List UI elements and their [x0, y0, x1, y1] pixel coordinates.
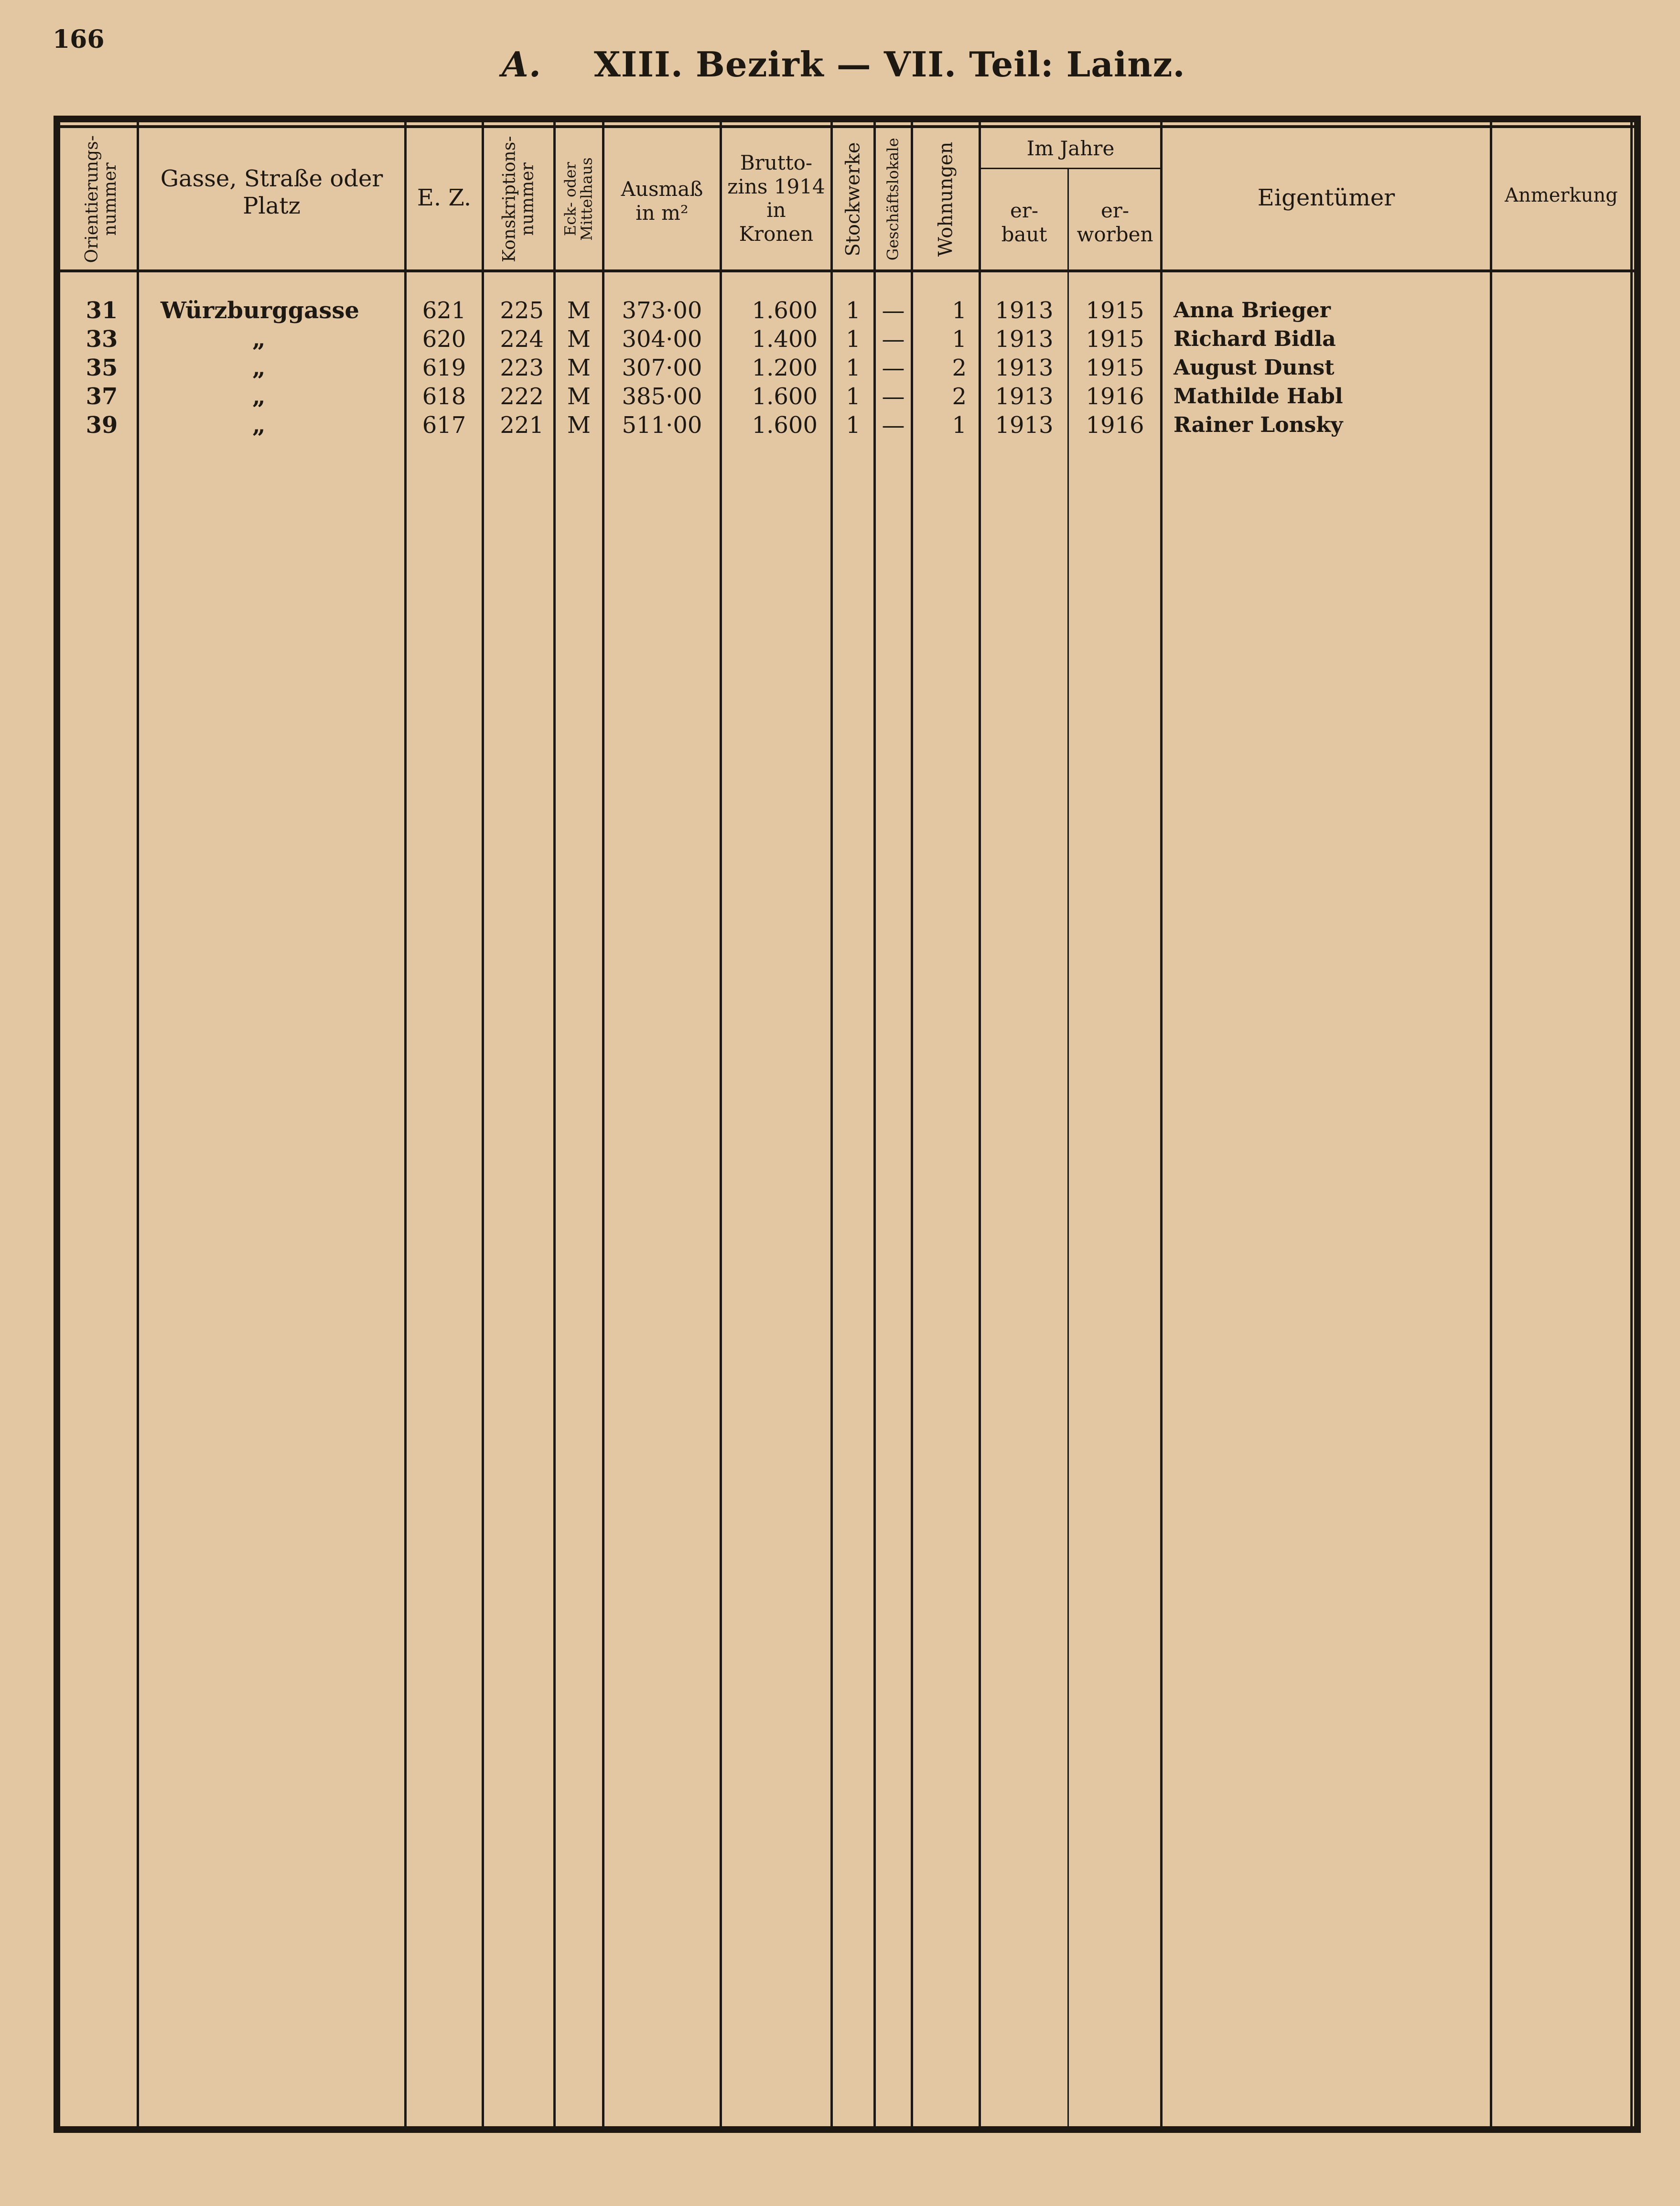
header-top-rule	[60, 125, 1634, 128]
header-gasse: Gasse, Straße oder Platz	[160, 165, 383, 219]
cell-ez: 618	[422, 383, 466, 410]
header-erbaut: er- baut	[1001, 199, 1047, 246]
cell-eigentuemer: Rainer Lonsky	[1174, 413, 1343, 437]
cell-zins: 1.400	[752, 326, 818, 353]
cell-gesch: —	[882, 383, 905, 410]
header-geschaeftslokale: Geschäftslokale	[883, 138, 902, 261]
cell-stock: 1	[846, 297, 861, 324]
cell-gasse: „	[252, 383, 266, 410]
cell-nr: 35	[86, 355, 118, 381]
cell-gasse: „	[252, 355, 266, 381]
cell-erworben: 1916	[1086, 383, 1144, 410]
cell-eck: M	[567, 326, 591, 353]
cell-eigentuemer: Mathilde Habl	[1174, 384, 1343, 409]
cell-gesch: —	[882, 326, 905, 353]
page-title	[502, 44, 1185, 85]
cell-wohn: 1	[952, 297, 967, 324]
cell-eck: M	[567, 383, 591, 410]
cell-erworben: 1916	[1086, 412, 1144, 439]
cell-konskr: 225	[500, 297, 544, 324]
cell-ausmass: 304·00	[622, 326, 702, 353]
cell-eck: M	[567, 297, 591, 324]
header-ez: E. Z.	[417, 184, 472, 211]
header-wohnungen: Wohnungen	[935, 141, 957, 257]
cell-ez: 617	[422, 412, 466, 439]
page-number: 166	[53, 25, 105, 54]
im-jahre-rule	[979, 168, 1160, 169]
property-table	[54, 116, 1641, 2133]
cell-stock: 1	[846, 355, 861, 381]
cell-nr: 39	[86, 412, 118, 439]
cell-konskr: 222	[500, 383, 544, 410]
cell-erworben: 1915	[1086, 355, 1144, 381]
cell-gasse: Würzburggasse	[161, 297, 359, 324]
cell-eigentuemer: Anna Brieger	[1174, 298, 1331, 323]
cell-nr: 31	[86, 297, 118, 324]
cell-ausmass: 307·00	[622, 355, 702, 381]
cell-zins: 1.200	[752, 355, 818, 381]
header-erworben: er- worben	[1077, 199, 1153, 246]
cell-nr: 37	[86, 383, 118, 410]
table-row	[60, 382, 1634, 411]
cell-erbaut: 1913	[995, 412, 1054, 439]
header-im-jahre: Im Jahre	[1026, 137, 1115, 160]
cell-ez: 621	[422, 297, 466, 324]
cell-zins: 1.600	[752, 383, 818, 410]
cell-eck: M	[567, 412, 591, 439]
header-stockwerke: Stockwerke	[842, 142, 864, 257]
cell-wohn: 2	[952, 355, 967, 381]
cell-ausmass: 373·00	[622, 297, 702, 324]
cell-wohn: 1	[952, 412, 967, 439]
title-section-letter: A.	[502, 44, 541, 85]
header-rule	[60, 269, 1634, 272]
header-eigentuemer: Eigentümer	[1257, 184, 1395, 211]
cell-konskr: 223	[500, 355, 544, 381]
cell-eigentuemer: Richard Bidla	[1174, 327, 1336, 351]
cell-gasse: „	[252, 412, 266, 439]
cell-erbaut: 1913	[995, 297, 1054, 324]
table-row	[60, 296, 1634, 325]
table-row	[60, 325, 1634, 354]
cell-konskr: 221	[500, 412, 544, 439]
cell-gesch: —	[882, 355, 905, 381]
cell-gesch: —	[882, 412, 905, 439]
cell-ez: 619	[422, 355, 466, 381]
header-eck-mittelhaus: Eck- oder Mittelhaus	[561, 157, 596, 241]
header-anmerkung: Anmerkung	[1505, 184, 1618, 206]
cell-gasse: „	[252, 326, 266, 353]
cell-erbaut: 1913	[995, 383, 1054, 410]
cell-ausmass: 385·00	[622, 383, 702, 410]
header-ausmass: Ausmaß in m²	[621, 177, 703, 225]
cell-wohn: 1	[952, 326, 967, 353]
cell-erbaut: 1913	[995, 355, 1054, 381]
header-orientierungsnummer: Orientierungs- nummer	[82, 135, 120, 263]
cell-stock: 1	[846, 326, 861, 353]
header-konskriptionsnummer: Konskriptions- nummer	[499, 136, 538, 263]
cell-konskr: 224	[500, 326, 544, 353]
cell-nr: 33	[86, 326, 118, 353]
column-divider	[1067, 168, 1069, 2126]
title-text: XIII. Bezirk — VII. Teil: Lainz.	[593, 44, 1185, 85]
cell-erbaut: 1913	[995, 326, 1054, 353]
cell-eigentuemer: August Dunst	[1174, 355, 1335, 380]
cell-zins: 1.600	[752, 297, 818, 324]
cell-gesch: —	[882, 297, 905, 324]
cell-eck: M	[567, 355, 591, 381]
cell-wohn: 2	[952, 383, 967, 410]
cell-erworben: 1915	[1086, 297, 1144, 324]
table-row	[60, 411, 1634, 440]
cell-ez: 620	[422, 326, 466, 353]
cell-stock: 1	[846, 412, 861, 439]
cell-zins: 1.600	[752, 412, 818, 439]
table-row	[60, 354, 1634, 382]
header-bruttozins: Brutto- zins 1914 in Kronen	[727, 151, 825, 246]
cell-stock: 1	[846, 383, 861, 410]
cell-erworben: 1915	[1086, 326, 1144, 353]
cell-ausmass: 511·00	[622, 412, 702, 439]
